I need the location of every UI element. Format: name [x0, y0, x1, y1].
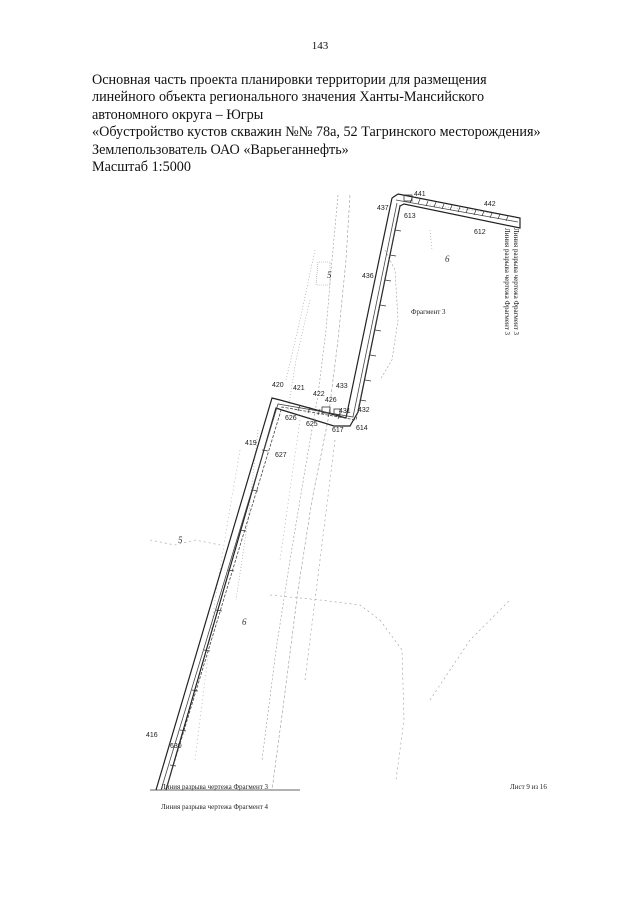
right-break-labels: [503, 228, 520, 336]
point-label-416: 416: [146, 732, 158, 739]
point-label-436: 436: [362, 273, 374, 280]
point-label-442: 442: [484, 201, 496, 208]
pipeline-axis: [161, 200, 518, 790]
point-label-625: 625: [306, 421, 318, 428]
background-linework: [150, 195, 510, 790]
fragment-label: Фрагмент 3: [411, 308, 446, 316]
point-label-441: 441: [414, 191, 426, 198]
header-land-user: Землепользователь ОАО «Варьеганнефть»: [92, 141, 349, 158]
zone-markers: [178, 254, 450, 627]
zone-label-5-north: 5: [327, 270, 332, 280]
header-scale: Масштаб 1:5000: [92, 159, 191, 176]
corridor-boundary: [156, 194, 520, 790]
point-label-617: 617: [332, 427, 344, 434]
point-label-426: 426: [325, 397, 337, 404]
point-label-419: 419: [245, 440, 257, 447]
header-project-name: «Обустройство кустов скважин №№ 78а, 52 Тагринского месторождения»: [92, 124, 541, 141]
point-label-612: 612: [474, 229, 486, 236]
zone-label-6-north: 6: [445, 254, 450, 264]
header-title-line-1: Основная часть проекта планировки территории для размещения: [92, 72, 487, 88]
point-label-420: 420: [272, 382, 284, 389]
zone-label-5-south: 5: [178, 535, 183, 545]
point-label-614: 614: [356, 425, 368, 432]
point-label-437: 437: [377, 205, 389, 212]
bend-structures: [322, 195, 412, 415]
break-line-label-right-1: Линия разрыва чертежа Фрагмент 3: [512, 228, 520, 336]
point-label-432: 432: [358, 407, 370, 414]
point-label-431: 431: [339, 408, 351, 415]
point-label-626: 626: [285, 415, 297, 422]
point-label-627: 627: [275, 452, 287, 459]
page-number: 143: [311, 40, 329, 52]
point-label-421: 421: [293, 385, 305, 392]
sheet-number: Лист 9 из 16: [510, 783, 547, 791]
header-title-line-3: автономного округа – Югры: [92, 106, 264, 123]
point-label-433: 433: [336, 383, 348, 390]
point-label-422: 422: [313, 391, 325, 398]
header-title-line-2: линейного объекта регионального значения Ханты-Мансийского: [92, 89, 485, 106]
point-label-613: 613: [404, 213, 416, 220]
break-line-label-right-2: Линия разрыва чертежа Фрагмент 3: [503, 228, 511, 336]
break-line-label-bottom-1: Линия разрыва чертежа Фрагмент 3: [161, 783, 269, 791]
zone-label-6-south: 6: [242, 617, 247, 627]
point-label-630: 630: [170, 743, 182, 750]
break-line-label-bottom-2: Линия разрыва чертежа Фрагмент 4: [161, 803, 269, 811]
corridor-hatching: [170, 198, 508, 766]
